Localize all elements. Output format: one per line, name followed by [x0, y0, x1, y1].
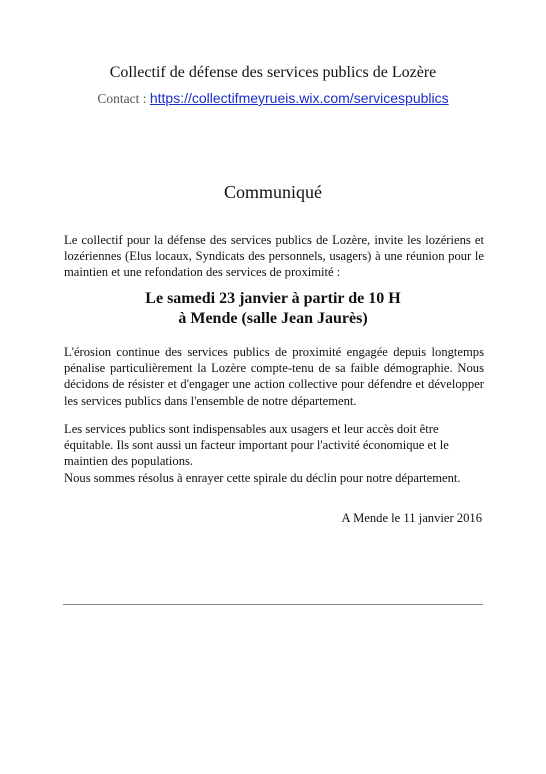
- event-location-line: à Mende (salle Jean Jaurès): [178, 310, 368, 327]
- event-date-line: Le samedi 23 janvier à partir de 10 H: [145, 290, 401, 307]
- services-paragraph-line: Les services publics sont indispensables aux usagers et leur accès doit être: [64, 422, 439, 436]
- footer-divider: [63, 604, 483, 605]
- erosion-paragraph: L'érosion continue des services publics de proximité engagée depuis longtemps pénalise particulièrement la Lozère compte-tenu de sa faible démographie. Nous décidons de résister et d'engager une action collective pour défendre et développer les services publics dans l'ensemble de notre département.: [64, 345, 484, 408]
- contact-link[interactable]: https://collectifmeyrueis.wix.com/servicespublics: [149, 90, 449, 106]
- organization-title: Collectif de défense des services publics de Lozère: [109, 64, 437, 81]
- communique-heading: Communiqué: [224, 182, 322, 202]
- services-paragraph-line: Nous sommes résolus à enrayer cette spirale du déclin pour notre département.: [64, 470, 461, 485]
- event-announcement: [0, 289, 546, 329]
- services-paragraph: [64, 421, 484, 486]
- contact-label: Contact :: [97, 91, 147, 106]
- services-paragraph-line: maintien des populations.: [64, 454, 194, 469]
- signature-date: A Mende le 11 janvier 2016: [341, 511, 482, 525]
- services-paragraph-line: équitable. Ils sont aussi un facteur important pour l'activité économique et le: [64, 438, 449, 453]
- intro-paragraph: Le collectif pour la défense des services publics de Lozère, invite les lozériens et lozériennes (Elus locaux, Syndicats des personnels, usagers) à une réunion pour le maintien et une refondation des services de proximité :: [64, 233, 484, 280]
- contact-line: [0, 89, 546, 108]
